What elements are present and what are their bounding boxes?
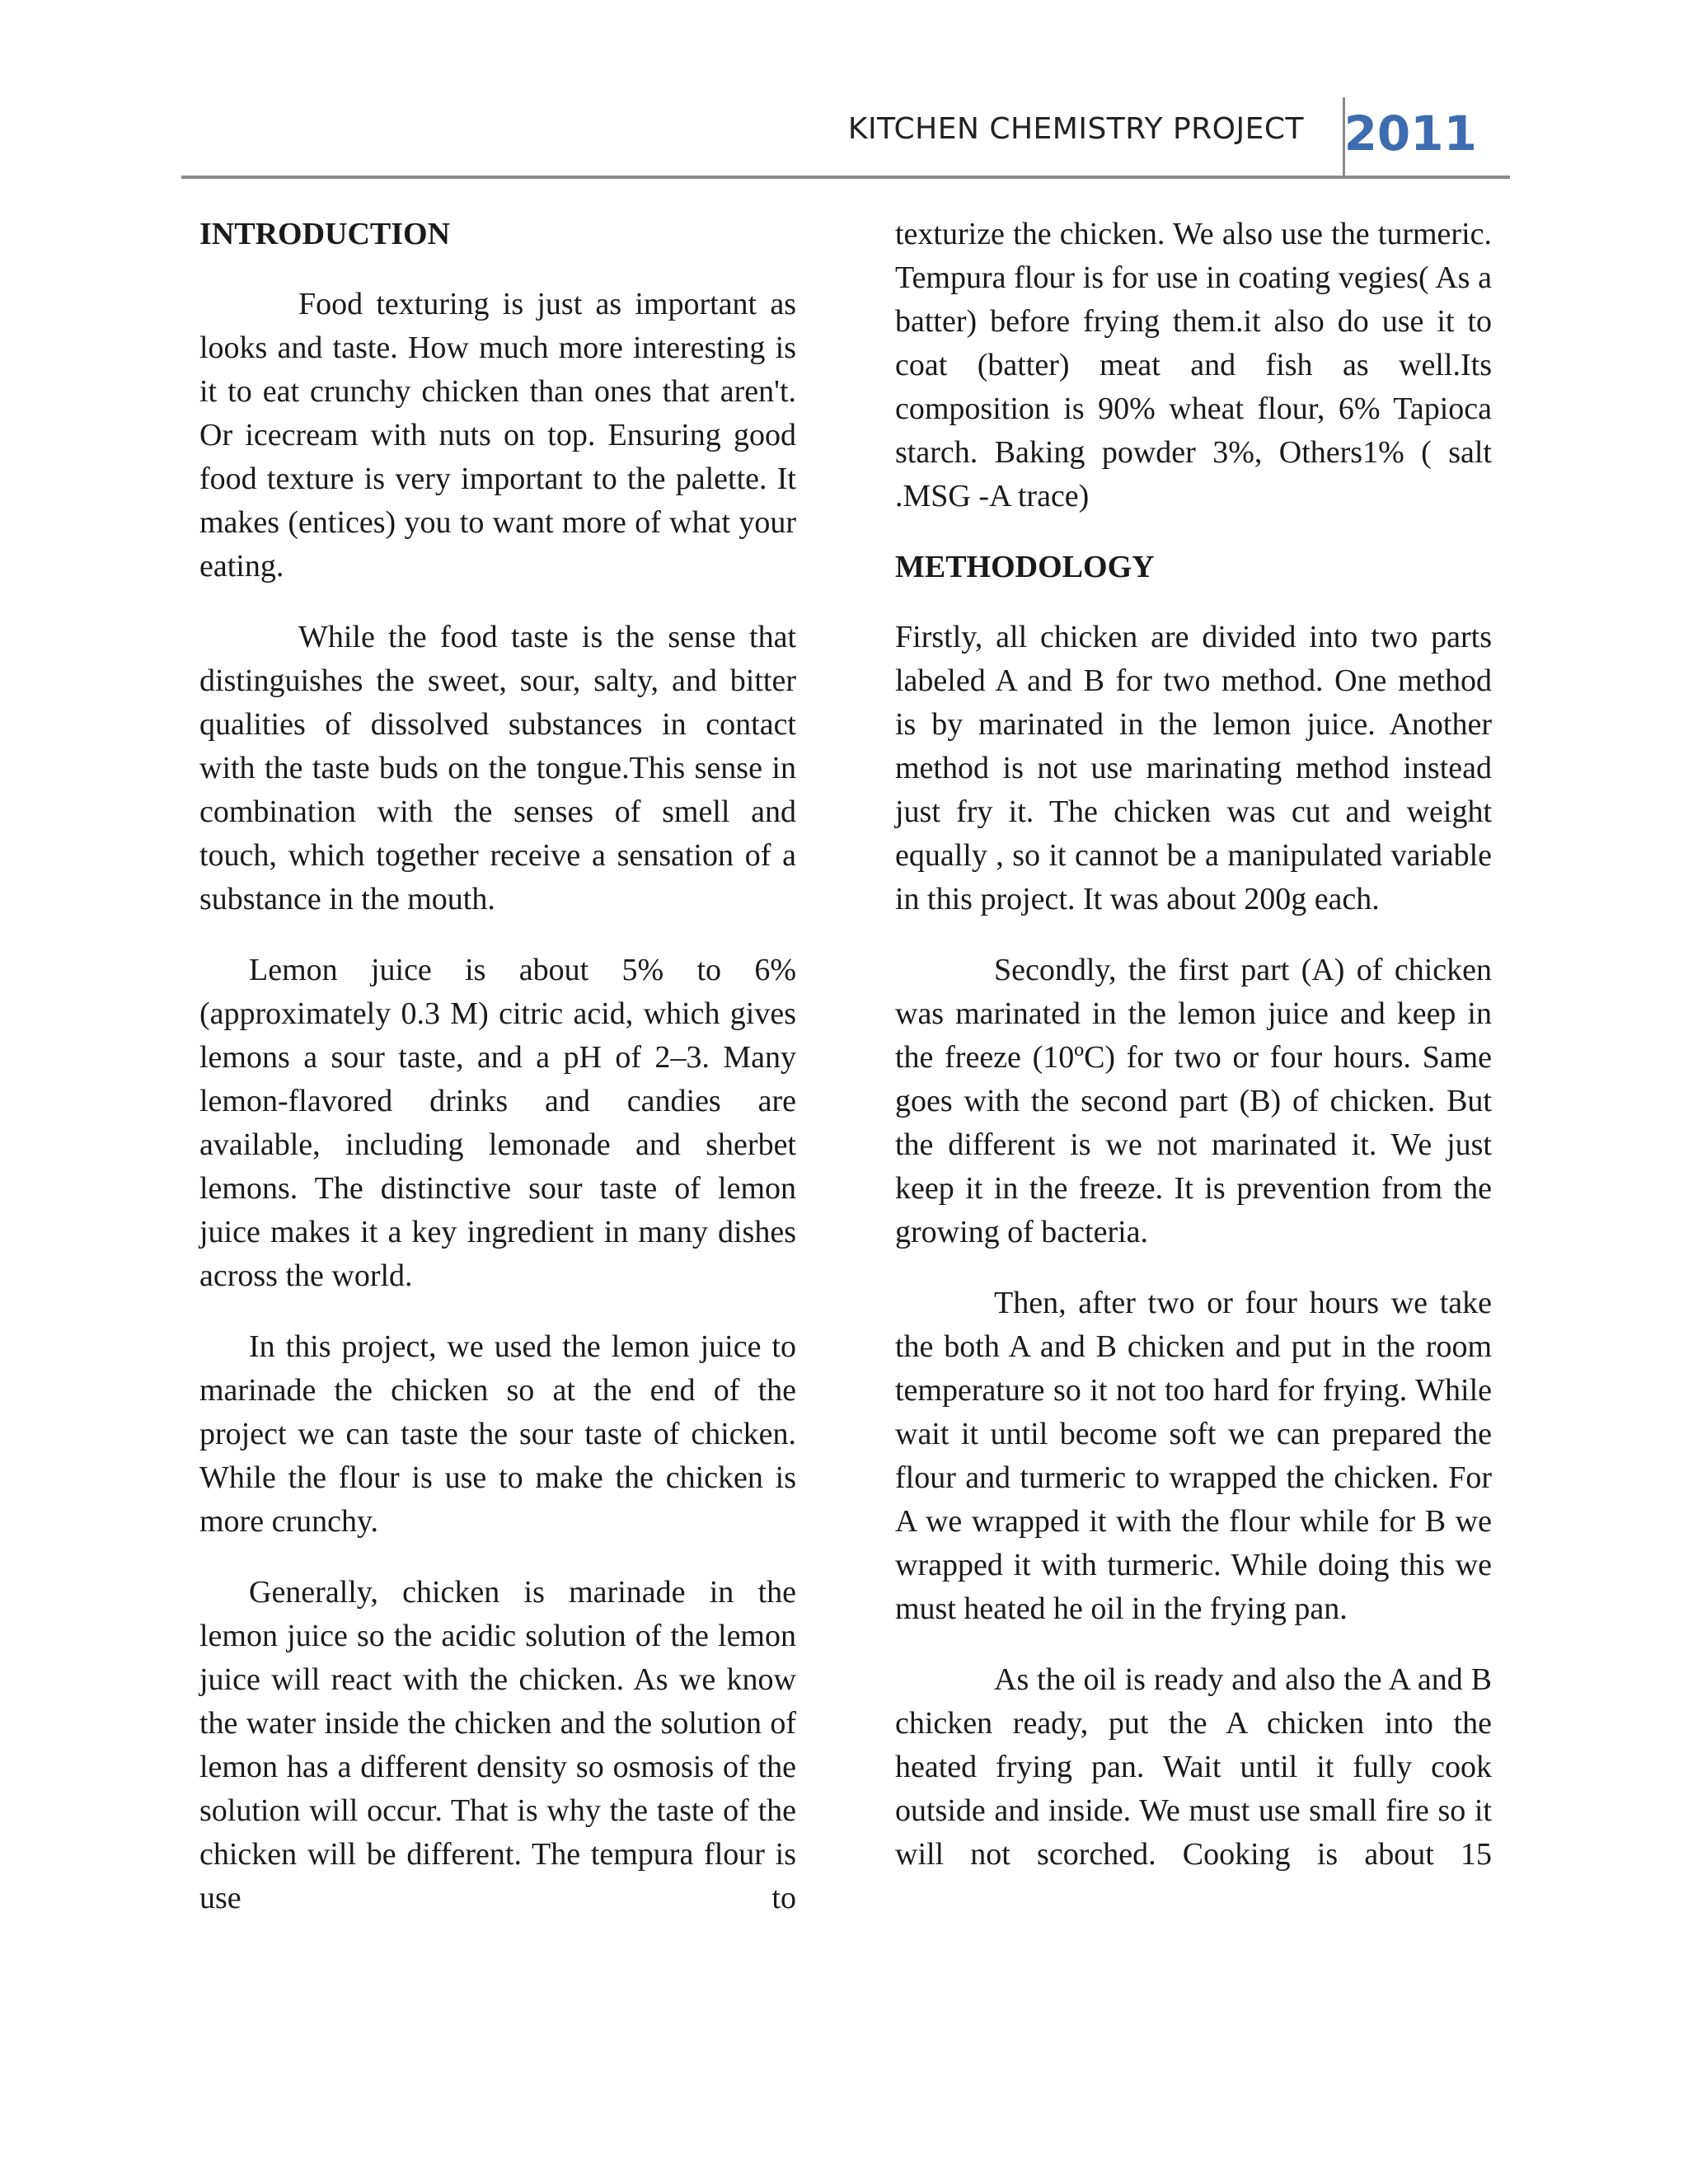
page-header [181,97,1510,180]
methodology-heading: METHODOLOGY [895,550,1155,584]
header-year: 2011 [1343,105,1477,162]
header-rule [181,176,1510,179]
body-paragraph: Generally, chicken is marinade in the lemon juice so the acidic solution of the lemon juice will react with the chicken. As we know the water inside the chicken and the solution of lemon has a different density so osmosis of the solution will occur. That is why the taste of the chicken will be different. The tempura flour is use to [199,1575,796,1915]
body-paragraph: Secondly, the first part (A) of chicken was marinated in the lemon juice and keep in the freeze (10ºC) for two or four hours. Same goes with the second part (B) of chicken. But the different is we not marinated it. We just keep it in the freeze. It is prevention from the growing of bacteria. [895,953,1492,1249]
body-paragraph: Firstly, all chicken are divided into two parts labeled A and B for two method. One method is by marinated in the lemon juice. Another method is not use marinating method instead just fry it. The chicken was cut and weight equally , so it cannot be a manipulated variable in this project. It was about 200g each. [895,620,1492,916]
body-paragraph: As the oil is ready and also the A and B chicken ready, put the A chicken into the heated frying pan. Wait until it fully cook outside and inside. We must use small fire so it will not scorched. Cooking is about 15 [895,1662,1492,1872]
right-column [895,213,1492,1904]
body-paragraph: In this project, we used the lemon juice to marinade the chicken so at the end of the project we can taste the sour taste of chicken. While the flour is use to make the chicken is more crunchy. [199,1329,796,1539]
body-paragraph: Then, after two or four hours we take the both A and B chicken and put in the room temperature so it not too hard for frying. While wait it until become soft we can prepared the flour and turmeric to wrapped the chicken. For A we wrapped it with the flour while for B we wrapped it with turmeric. While doing this we must heated he oil in the frying pan. [895,1286,1492,1626]
introduction-heading: INTRODUCTION [199,217,451,251]
header-title: KITCHEN CHEMISTRY PROJECT [847,112,1304,146]
left-column [199,213,796,1947]
body-paragraph: While the food taste is the sense that distinguishes the sweet, sour, salty, and bitter qualities of dissolved substances in contact with the taste buds on the tongue.This sense in combination with the senses of smell and touch, which together receive a sensation of a substance in the mouth. [199,620,796,916]
body-paragraph: Lemon juice is about 5% to 6% (approximately 0.3 M) citric acid, which gives lemons a sour taste, and a pH of 2–3. Many lemon-flavored drinks and candies are available, including lemonade and sherbet lemons. The distinctive sour taste of lemon juice makes it a key ingredient in many dishes across the world. [199,953,796,1293]
body-paragraph: Food texturing is just as important as looks and taste. How much more interesting is it to eat crunchy chicken than ones that aren't. Or icecream with nuts on top. Ensuring good food texture is very important to the palette. It makes (entices) you to want more of what your eating. [199,287,796,583]
continuation-paragraph: texturize the chicken. We also use the turmeric. Tempura flour is for use in coating vegies( As a batter) before frying them.it also do use it to coat (batter) meat and fish as well.Its composition is 90% wheat flour, 6% Tapioca starch. Baking powder 3%, Others1% ( salt .MSG -A trace) [895,217,1492,513]
